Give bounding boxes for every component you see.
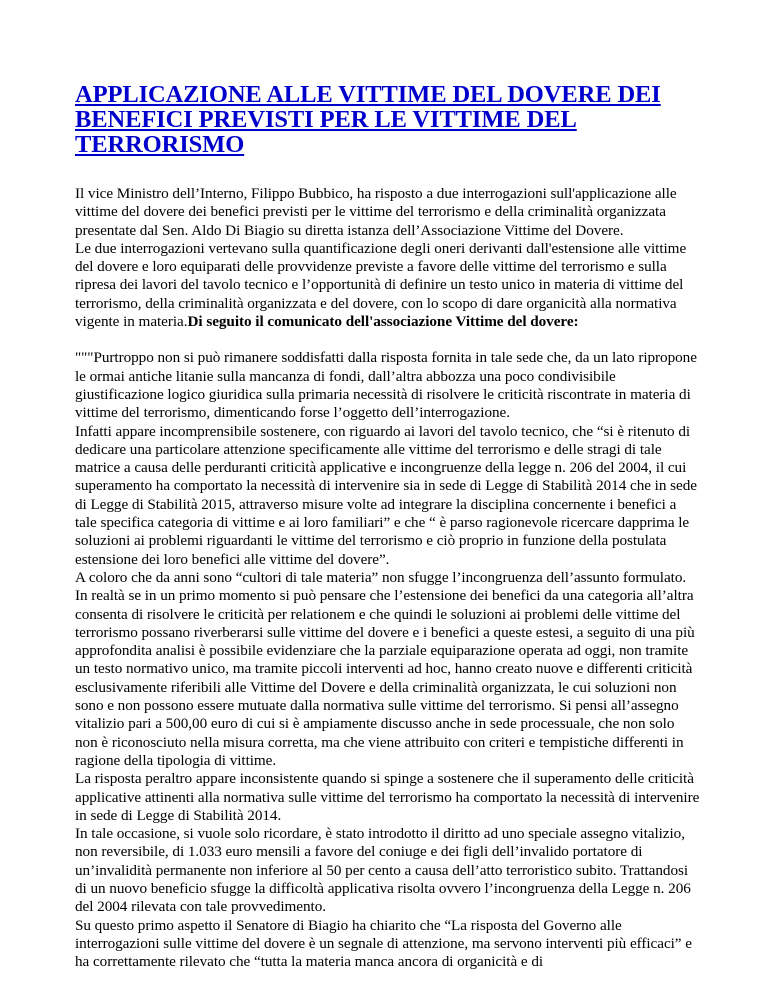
intro-paragraph: Il vice Ministro dell’Interno, Filippo Bubbico, ha risposto a due interrogazioni sull'applicazione alle vittime del dovere dei benefici previsti per le vittime del terrorismo e della criminalità organizzata presentate dal Sen. Aldo Di Biagio su diretta istanza dell’Associazione Vittime del Dovere. [75,185,677,239]
second-paragraph-text: Le due interrogazioni vertevano sulla quantificazione degli oneri derivanti dall'estensione alle vittime del dovere e loro equiparati delle provvidenze previste a favore delle vittime del terrorismo e sulla ripresa dei lavori del tavolo tecnico e l’opportunità di definire un testo unico in materia di vittime del terrorismo, della criminalità organizzata e del dovere, con lo scopo di dare organicità alla normativa vigente in materia. [75,239,687,331]
quote-paragraph-4: In realtà se in un primo momento si può pensare che l’estensione dei benefici da una categoria all’altra consenta di risolvere le criticità per relationem e che quindi le soluzioni ai problemi delle vittime del terrorismo possano riverberarsi sulle vittime del dovere e i benefici a queste estesi, a seguito di una più approfondita analisi è possibile evidenziare che la parziale equiparazione operata ad oggi, non tramite un testo normativo unico, ma tramite piccoli interventi ad hoc, hanno creato nuove e differenti criticità esclusivamente riferibili alle Vittime del Dovere e della criminalità organizzata, le cui soluzioni non sono e non possono essere mutuate dalla normativa sulle vittime del terrorismo. Si pensi all’assegno vitalizio pari a 500,00 euro di cui si è ampiamente discusso anche in sede processuale, che non solo non è riconosciuto nella misura corretta, ma che viene attribuito con criteri e tempistiche differenti in ragione della tipologia di vittime. [75,587,695,769]
article-title-link[interactable]: APPLICAZIONE ALLE VITTIME DEL DOVERE DEI BENEFICI PREVISTI PER LE VITTIME DEL TERRORISMO [75,81,661,158]
quote-paragraph-5: La risposta peraltro appare inconsistente quando si spinge a sostenere che il superamento delle criticità applicative attinenti alla normativa sulle vittime del terrorismo ha comportato la necessità di intervenire in sede di Legge di Stabilità 2014. [75,770,700,824]
quote-paragraph-7: Su questo primo aspetto il Senatore di Biagio ha chiarito che “La risposta del Governo alle interrogazioni sulle vittime del dovere è un segnale di attenzione, ma servono interventi più efficaci” e ha correttamente rilevato che “tutta la materia manca ancora di organicità e di [75,916,692,971]
communique-heading: Di seguito il comunicato dell'associazione Vittime del dovere: [187,313,579,331]
article-body [75,185,700,971]
quote-paragraph-6: In tale occasione, si vuole solo ricordare, è stato introdotto il diritto ad uno speciale assegno vitalizio, non reversibile, di 1.033 euro mensili a favore del coniuge e dei figli dell’invalido portatore di un’invalidità permanente non inferiore al 50 per cento a causa dell’atto terroristico subito. Trattandosi di un nuovo beneficio sfugge la difficoltà applicativa risolta ovvero l’incongruenza della Legge n. 206 del 2004 rilevata con tale provvedimento. [75,825,691,916]
paragraph-gap [75,331,700,349]
article [75,82,700,971]
quote-paragraph-2: Infatti appare incomprensibile sostenere, con riguardo ai lavori del tavolo tecnico, che “si è ritenuto di dedicare una particolare attenzione specificamente alle vittime del terrorismo e delle stragi di tale matrice a causa delle perduranti criticità applicative e incongruenze della legge n. 206 del 2004, il cui superamento ha comportato la necessità di intervenire sia in sede di Legge di Stabilità 2014 che in sede di Legge di Stabilità 2015, attraverso misure volte ad integrare la disciplina concernente i benefici a tale specifica categoria di vittime e ai loro familiari” e che “ è parso ragionevole ricercare dapprima le soluzioni ai problemi riguardanti le vittime del terrorismo e ciò proprio in funzione della postulata estensione dei loro benefici alle vittime del dovere”. [75,422,697,568]
quote-paragraph-3: A coloro che da anni sono “cultori di tale materia” non sfugge l’incongruenza dell’assunto formulato. [75,568,687,586]
quote-paragraph-1: """Purtroppo non si può rimanere soddisfatti dalla risposta fornita in tale sede che, da un lato ripropone le ormai antiche litanie sulla mancanza di fondi, dall’altra abbozza una poco condivisibile giustificazione logico giuridica sulla primaria necessità di risolvere le criticità riscontrate in materia di vittime del terrorismo, dimenticando forse l’oggetto dell’interrogazione. [75,349,697,422]
second-paragraph [75,240,700,331]
